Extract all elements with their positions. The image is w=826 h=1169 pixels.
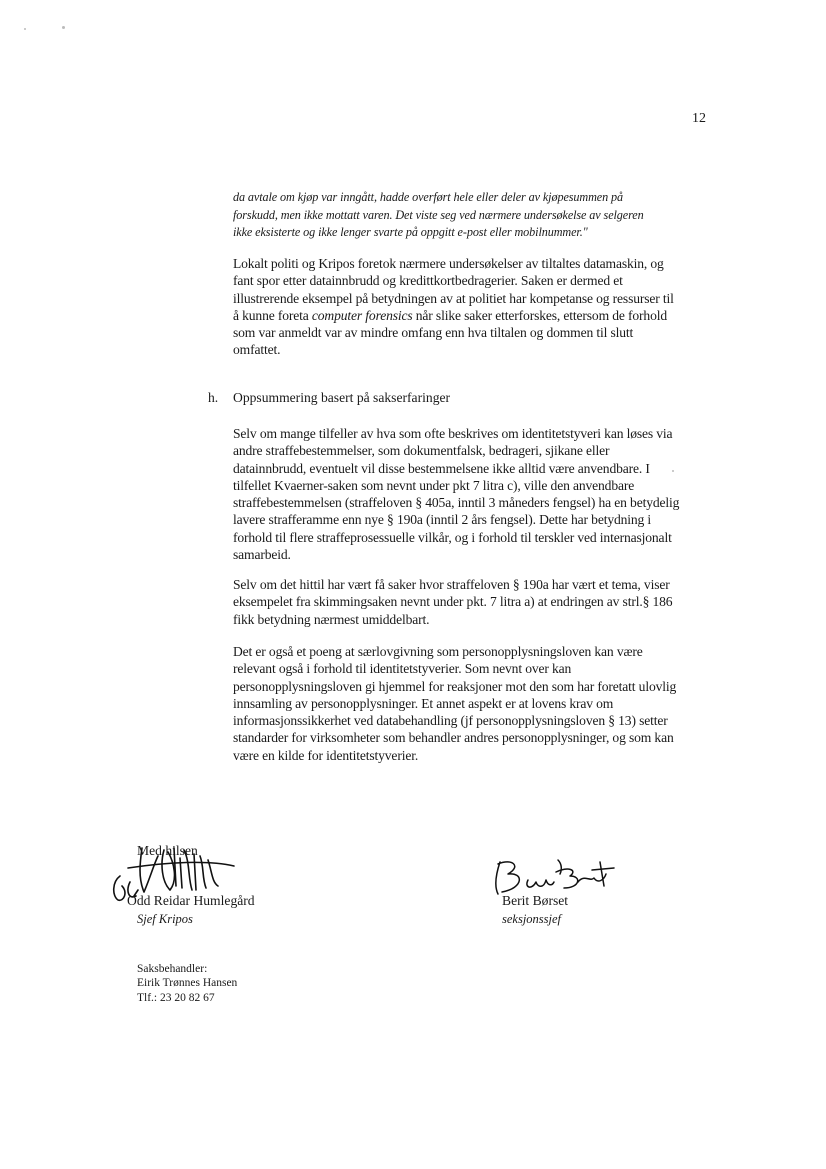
closing-greeting: Med hilsen <box>137 843 198 858</box>
signatory-1-name: Odd Reidar Humlegård <box>127 893 255 908</box>
signatory-1-title: Sjef Kripos <box>137 912 193 926</box>
page-number: 12 <box>692 111 706 126</box>
signatory-2-name: Berit Børset <box>502 893 569 908</box>
scan-speck <box>672 470 674 472</box>
paragraph-investigation-text-1: Lokalt politi og Kripos foretok nærmere undersøkelser av tiltaltes datamaskin, og fant spor etter datainnbrudd og kredittkortbedragerier. Saken er dermed et illustrerende eksempel på betydningen av at politiet har kompetanse og ressurser til å kunne foreta <box>233 256 674 323</box>
paragraph-investigation-text-2: når slike saker etterforskes, ettersom de forhold som var anmeldt var av mindre omfang enn hva tiltalen og dommen til slutt omfattet. <box>233 307 667 358</box>
section-letter: h. <box>208 390 219 405</box>
case-handler-label: Saksbehandler: <box>137 963 208 975</box>
paragraph-summary-3: Det er også et poeng at særlovgivning som personopplysningsloven kan være relevant også i forhold til identitetstyverier. Som nevnt over kan personopplysningsloven gi hjemmel for reaksjoner mot den som har foretatt ulovlig innsamling av personopplysninger. Et annet aspekt er at lovens krav om informasjonssikkerhet ved databehandling (jf personopplysningsloven § 13) setter standarder for virksomheter som behandler andres personopplysninger, og som kan være en kilde for identitetstyverier. <box>233 644 677 763</box>
paragraph-summary-1: Selv om mange tilfeller av hva som ofte beskrives om identitetstyveri kan løses via andre straffebestemmelser, som dokumentfalsk, bedrageri, sjikane eller datainnbrudd, eventuelt vil disse bestemmelsene ikke alltid være anvendbare. I tilfellet Kvaerner-saken som nevnt under pkt 7 litra c), ville den anvendbare straffebestemmelsen (straffeloven § 405a, inntil 3 måneders fengsel) ha en betydelig lavere strafferamme enn nye § 190a (inntil 2 års fengsel). Dette har betydning i forhold til flere straffeprosessuelle vilkår, og i forhold til terskler ved internasjonalt samarbeid. <box>233 426 680 563</box>
case-handler-name: Eirik Trønnes Hansen <box>137 977 238 990</box>
section-title: Oppsummering basert på sakserfaringer <box>233 390 451 405</box>
signatory-2-title: seksjonssjef <box>502 912 562 926</box>
paragraph-summary-2: Selv om det hittil har vært få saker hvor straffeloven § 190a har vært et tema, viser eksempelet fra skimmingsaken nevnt under pkt. 7 litra a) at endringen av strl.§ 186 fikk betydning nærmest umiddelbart. <box>233 577 673 627</box>
quote-block: da avtale om kjøp var inngått, hadde overført hele eller deler av kjøpesummen på forskudd, men ikke mottatt varen. Det viste seg ved nærmere undersøkelse av selgeren ikke eksisterte og ikke lenger svarte på oppgitt e-post eller mobilnummer." <box>233 190 644 239</box>
paragraph-investigation <box>233 255 681 359</box>
scan-speck <box>24 28 26 30</box>
section-heading <box>208 390 450 406</box>
case-handler-phone: Tlf.: 23 20 82 67 <box>137 991 215 1004</box>
scan-speck <box>62 26 65 29</box>
case-handler-block <box>137 962 237 1005</box>
computer-forensics-term: computer forensics <box>311 307 413 323</box>
